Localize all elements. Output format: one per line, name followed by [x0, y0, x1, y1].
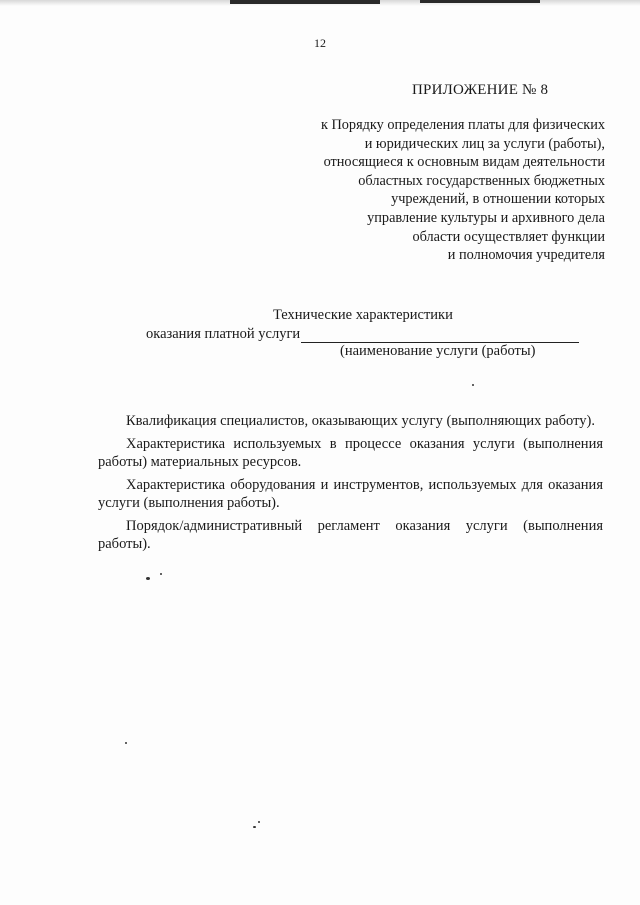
paragraph: Характеристика используемых в процессе оказания услуги (выполнения работы) материальных ресурсов. [98, 435, 603, 470]
service-name-blank [301, 327, 579, 343]
scan-speck [253, 826, 256, 828]
appendix-subtitle [265, 116, 605, 265]
scan-speck [160, 573, 162, 575]
scan-artifact-line [420, 0, 540, 3]
scan-speck [258, 821, 260, 823]
subtitle-line: и юридических лиц за услуги (работы), [364, 135, 605, 152]
paragraph: Характеристика оборудования и инструментов, используемых для оказания услуги (выполнения работы). [98, 476, 603, 511]
appendix-title: ПРИЛОЖЕНИЕ № 8 [412, 82, 549, 98]
service-label: оказания платной услуги [146, 326, 301, 342]
subtitle-line: относящиеся к основным видам деятельности [323, 154, 605, 171]
subtitle-line: к Порядку определения платы для физических [320, 117, 605, 133]
service-line [146, 326, 579, 343]
service-hint: (наименование услуги (работы) [340, 343, 536, 359]
scan-speck [146, 577, 150, 580]
page-number: 12 [314, 36, 326, 50]
subtitle-line: области осуществляет функции [412, 228, 605, 245]
scan-speck [472, 384, 474, 386]
body-text [98, 412, 603, 558]
paragraph: Порядок/административный регламент оказания услуги (выполнения работы). [98, 517, 603, 552]
subtitle-line: учреждений, в отношении которых [391, 191, 605, 208]
scan-artifact-line [230, 0, 380, 4]
scan-speck [125, 742, 127, 744]
subtitle-line: управление культуры и архивного дела [367, 209, 605, 226]
subtitle-line: и полномочия учредителя [447, 247, 605, 264]
paragraph: Квалификация специалистов, оказывающих услугу (выполняющих работу). [126, 413, 595, 429]
tech-title: Технические характеристики [273, 307, 453, 323]
subtitle-line: областных государственных бюджетных [358, 172, 605, 189]
